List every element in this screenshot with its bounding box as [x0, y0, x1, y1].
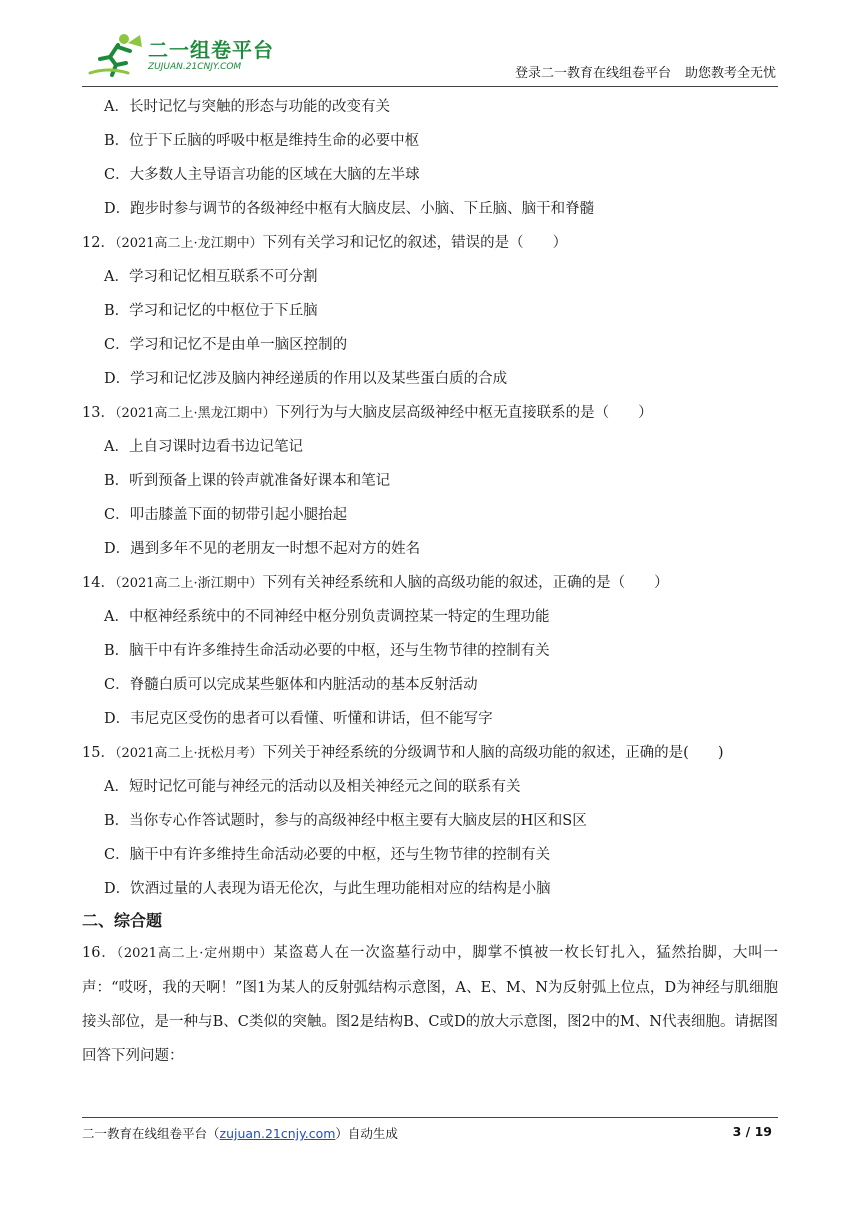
question-number: 14． — [82, 575, 115, 591]
question-stem — [82, 566, 782, 600]
option-d: D．饮酒过量的人表现为语无伦次，与此生理功能相对应的结构是小脑 — [104, 881, 551, 897]
q11-option-d: D．跑步时参与调节的各级神经中枢有大脑皮层、小脑、下丘脑、脑干和脊髓 — [104, 201, 595, 217]
question-text: 下列关于神经系统的分级调节和人脑的高级功能的叙述，正确的是( ) — [262, 745, 724, 761]
option-b: B．当你专心作答试题时，参与的高级神经中枢主要有大脑皮层的H区和S区 — [104, 813, 587, 829]
slogan-login[interactable]: 登录二一教育在线组卷平台 — [514, 66, 671, 81]
question-source: （2021高二上·浙江期中） — [114, 576, 263, 591]
option-d: D．遇到多年不见的老朋友一时想不起对方的姓名 — [104, 541, 421, 557]
page-number: 3 / 19 — [732, 1124, 772, 1139]
question-text: 下列有关神经系统和人脑的高级功能的叙述，正确的是（ ） — [262, 575, 669, 591]
runner-logo-icon — [88, 33, 146, 79]
logo-title: 二一组卷平台 — [148, 38, 274, 62]
header-slogan — [515, 62, 776, 81]
option-a: A．中枢神经系统中的不同神经中枢分别负责调控某一特定的生理功能 — [104, 609, 550, 625]
header-divider — [82, 86, 778, 87]
question-15 — [82, 736, 782, 906]
question-source: （2021高二上·龙江期中） — [114, 236, 263, 251]
option-c: C．脊髓白质可以完成某些躯体和内脏活动的基本反射活动 — [104, 677, 478, 693]
option-d: D．学习和记忆涉及脑内神经递质的作用以及某些蛋白质的合成 — [104, 371, 508, 387]
q11-options — [82, 90, 782, 226]
option-c: C．脑干中有许多维持生命活动必要的中枢，还与生物节律的控制有关 — [104, 847, 551, 863]
question-source: （2021高二上·定州期中） — [116, 946, 274, 961]
question-number: 13． — [82, 405, 115, 421]
question-text: 下列行为与大脑皮层高级神经中枢无直接联系的是（ ） — [275, 405, 653, 421]
question-text: 下列有关学习和记忆的叙述，错误的是（ ） — [262, 235, 568, 251]
question-number: 16． — [82, 945, 117, 961]
question-number: 12． — [82, 235, 115, 251]
q11-option-a: A．长时记忆与突触的形态与功能的改变有关 — [104, 99, 390, 115]
question-16 — [82, 936, 778, 1073]
question-source: （2021高二上·黑龙江期中） — [114, 406, 276, 421]
footer-suffix: ）自动生成 — [335, 1126, 398, 1141]
question-13 — [82, 396, 782, 566]
question-stem — [82, 736, 782, 770]
option-a: A．短时记忆可能与神经元的活动以及相关神经元之间的联系有关 — [104, 779, 521, 795]
option-b: B．脑干中有许多维持生命活动必要的中枢，还与生物节律的控制有关 — [104, 643, 550, 659]
question-12 — [82, 226, 782, 396]
option-d: D．韦尼克区受伤的患者可以看懂、听懂和讲话，但不能写字 — [104, 711, 493, 727]
option-b: B．学习和记忆的中枢位于下丘脑 — [104, 303, 318, 319]
question-stem — [82, 226, 782, 260]
q11-option-c: C．大多数人主导语言功能的区域在大脑的左半球 — [104, 167, 420, 183]
option-a: A．上自习课时边看书边记笔记 — [104, 439, 303, 455]
footer-generated-by — [82, 1124, 398, 1142]
option-c: C．学习和记忆不是由单一脑区控制的 — [104, 337, 348, 353]
question-14 — [82, 566, 782, 736]
page-footer — [82, 1124, 778, 1144]
slogan-tagline: 助您教考全无忧 — [684, 66, 776, 81]
platform-logo[interactable] — [88, 33, 278, 81]
question-content — [82, 90, 782, 1073]
footer-prefix: 二一教育在线组卷平台（ — [82, 1126, 220, 1141]
question-number: 15． — [82, 745, 115, 761]
footer-divider — [82, 1117, 778, 1118]
option-b: B．听到预备上课的铃声就准备好课本和笔记 — [104, 473, 391, 489]
question-source: （2021高二上·抚松月考） — [114, 746, 263, 761]
q11-option-b: B．位于下丘脑的呼吸中枢是维持生命的必要中枢 — [104, 133, 420, 149]
question-stem — [82, 396, 782, 430]
option-a: A．学习和记忆相互联系不可分割 — [104, 269, 318, 285]
logo-subtitle: ZUJUAN.21CNJY.COM — [148, 62, 242, 72]
question-text: 某盗葛人在一次盗墓行动中，脚掌不慎被一枚长钉扎入，猛然抬脚，大叫一声：“哎呀，我的天啊！”图1为某人的反射弧结构示意图，A、E、M、N为反射弧上位点，D为神经与肌细胞接头部位，是一种与B、C类似的突触。图2是结构B、C或D的放大示意图，图2中的M、N代表细胞。请据图回答下列问题： — [82, 945, 778, 1064]
option-c: C．叩击膝盖下面的韧带引起小腿抬起 — [104, 507, 348, 523]
page-header — [0, 0, 860, 88]
section-heading: 二、综合题 — [82, 911, 163, 930]
footer-link[interactable]: zujuan.21cnjy.com — [219, 1126, 336, 1141]
